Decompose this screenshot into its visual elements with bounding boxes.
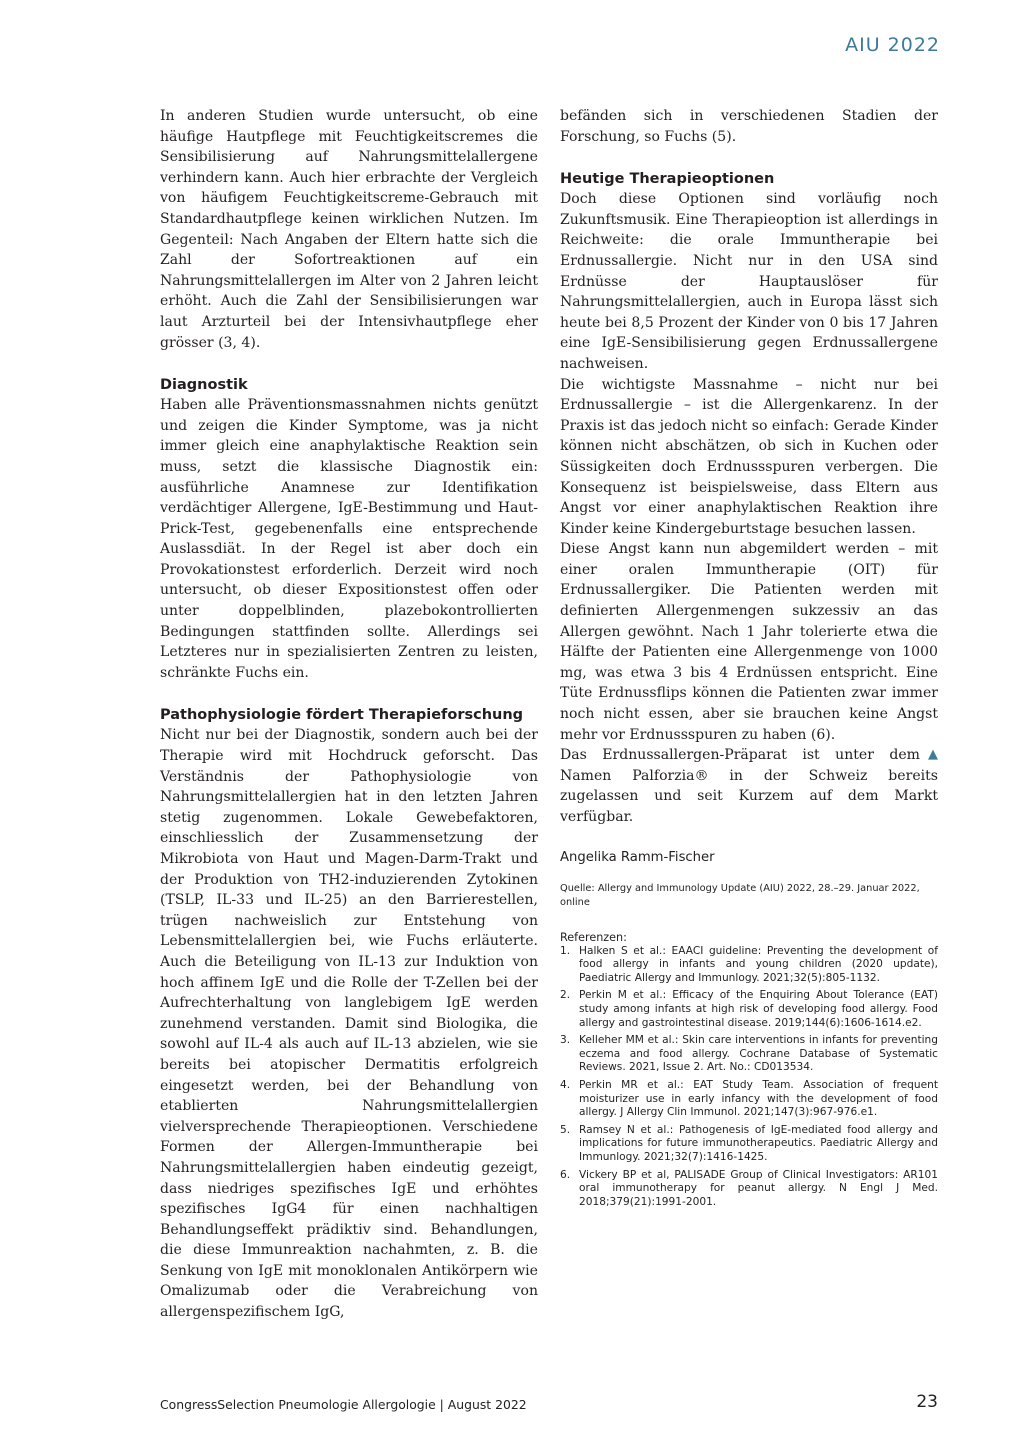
reference-text: Perkin MR et al.: EAT Study Team. Association of frequent moisturizer use in early infancy with the development of food allergy. J Allergy Clin Immunol. 2021;147(3):967-976.e1. [579, 1078, 938, 1119]
reference-number: 6. [560, 1168, 571, 1181]
journal-tag: AIU 2022 [845, 34, 940, 56]
footer-publication: CongressSelection Pneumologie Allergologie | August 2022 [160, 1397, 527, 1412]
right-column [560, 106, 938, 1213]
reference-text: Kelleher MM et al.: Skin care interventions in infants for preventing eczema and food allergy. Cochrane Database of Systematic Reviews. 2021, Issue 2. Art. No.: CD013534. [579, 1034, 938, 1074]
reference-number: 4. [560, 1078, 571, 1091]
left-column [160, 106, 538, 1323]
heading-diagnostik: Diagnostik [160, 377, 248, 394]
paragraph-therapie-4 [560, 745, 938, 827]
paragraph-pathophysiologie: Nicht nur bei der Diagnostik, sondern auch bei der Therapie wird mit Hochdruck geforscht. Das Verständnis der Pathophysiologie von Nahrungsmittelallergien hat in den letzten Jahren stetig zugenommen. Lokale Gewebefaktoren, einschliesslich der Zusammensetzung der Mikrobiota von Haut und Magen-Darm-Trakt und der Produktion von TH2-induzierenden Zytokinen (TSLP, IL-33 und IL-25) an den Barrierestellen, trügen nachweislich zur Entstehung von Lebensmittelallergien bei, wie Fuchs erläuterte. Auch die Beteiligung von IL-13 zur Induktion von hoch affinem IgE und die Rolle der T-Zellen bei der Aufrechterhaltung von langlebigem IgE werden zunehmend verstanden. Damit sind Biologika, die sowohl auf IL-4 als auch auf IL-13 abzielen, wie sie bereits bei atopischer Dermatitis erfolgreich eingesetzt werden, bei der Behandlung von etablierten Nahrungsmittelallergien vielversprechende Therapieoptionen. Verschiedene Formen der Allergen-Immuntherapie bei Nahrungsmittelallergien haben eindeutig gezeigt, dass niedriges spezifisches IgE und erhöhtes spezifisches IgG4 für einen nachhaltigen Behandlungseffekt prädiktiv sind. Behandlungen, die diese Immunreaktion nachahmten, z. B. die Senkung von IgE mit monoklonalen Antikörpern wie Omalizumab oder die Verabreichung von allergenspezifischem IgG, [160, 727, 538, 1321]
reference-text: Halken S et al.: EAACI guideline: Preventing the development of food allergy in infants and young children (2020 update), Paediatric Allergy and Immunlogy. 2021;32(5):805-1132. [579, 944, 938, 984]
heading-therapieoptionen: Heutige Therapieoptionen [560, 171, 775, 188]
page-number: 23 [916, 1392, 938, 1412]
paragraph-intro: In anderen Studien wurde untersucht, ob eine häufige Hautpflege mit Feuchtigkeitscremes die Sensibilisierung auf Nahrungsmittelallergene verhindern kann. Auch hier erbrachte der Vergleich von häufigem Feuchtigkeitscreme-Gebrauch mit Standardhautpflege keinen wirklichen Nutzen. Im Gegenteil: Nach Angaben der Eltern hatte sich die Zahl der Sofortreaktionen auf ein Nahrungsmittelallergen im Alter von 2 Jahren leicht erhöht. Auch die Zahl der Sensibilisierungen war laut Arzturteil bei der Intensivhautpflege eher grösser (3, 4). [160, 108, 538, 351]
reference-item [560, 1169, 938, 1210]
reference-text: Vickery BP et al, PALISADE Group of Clinical Investigators: AR101 oral immunotherapy for peanut allergy. N Engl J Med. 2018;379(21):1991-2001. [579, 1168, 938, 1208]
reference-item [560, 945, 938, 986]
reference-item [560, 989, 938, 1030]
reference-number: 3. [560, 1034, 571, 1047]
reference-number: 1. [560, 944, 571, 957]
reference-item [560, 1124, 938, 1165]
reference-item [560, 1079, 938, 1120]
author-name: Angelika Ramm-Fischer [560, 849, 715, 865]
source-line: Quelle: Allergy and Immunology Update (AIU) 2022, 28.–29. Januar 2022, online [560, 882, 920, 908]
references-list [560, 945, 938, 1210]
paragraph-continuation: befänden sich in verschiedenen Stadien der Forschung, so Fuchs (5). [560, 108, 938, 145]
paragraph-therapie-4-text: Das Erdnussallergen-Präparat ist unter dem Namen Palforzia® in der Schweiz bereits zugelassen und seit Kurzem auf dem Markt verfügbar. [560, 747, 938, 825]
paragraph-therapie-2: Die wichtigste Massnahme – nicht nur bei Erdnussallergie – ist die Allergenkarenz. In der Praxis ist das jedoch nicht so einfach: Gerade Kinder können nicht abschätzen, ob sich in Kuchen oder Süssigkeiten doch Erdnussspuren verbergen. Die Konsequenz ist beispielsweise, dass Eltern aus Angst vor einer anaphylaktischen Reaktion ihre Kinder keine Kindergeburtstage besuchen lassen. [560, 376, 938, 537]
reference-number: 2. [560, 989, 571, 1002]
paragraph-diagnostik: Haben alle Präventionsmassnahmen nichts genützt und zeigen die Kinder Symptome, was ja nicht immer gleich eine anaphylaktische Reaktion sein muss, setzt die klassische Diagnostik ein: ausführliche Anamnese zur Identifikation verdächtiger Allergene, IgE-Bestimmung und Haut-Prick-Test, gegebenenfalls eine entsprechende Auslassdiät. In der Regel ist aber doch ein Provokationstest erforderlich. Derzeit wird noch untersucht, ob dieser Expositionstest offen oder unter doppelblinden, plazebokontrollierten Bedingungen stattfinden sollte. Allerdings sei Letzteres nur in spezialisierten Zentren zu leisten, schränkte Fuchs ein. [160, 397, 538, 681]
heading-pathophysiologie: Pathophysiologie fördert Therapieforschung [160, 707, 524, 724]
reference-number: 5. [560, 1123, 571, 1136]
reference-item [560, 1034, 938, 1075]
paragraph-therapie-3: Diese Angst kann nun abgemildert werden – mit einer oralen Immuntherapie (OIT) für Erdnussallergiker. Die Patienten werden mit definierten Allergenmengen sukzessiv an das Allergen gewöhnt. Nach 1 Jahr tolerierte etwa die Hälfte der Patienten eine Allergenmenge von 1000 mg, was etwa 3 bis 4 Erdnüssen entspricht. Eine Tüte Erdnussflips können die Patienten zwar immer noch nicht essen, aber sie brauchen keine Angst mehr vor Erdnussspuren zu haben (6). [560, 541, 938, 743]
reference-text: Perkin M et al.: Efficacy of the Enquiring About Tolerance (EAT) study among infants at high risk of developing food allergy. Food allergy and gastrointestinal disease. 2019;144(6):1606-1614.e2. [579, 989, 938, 1029]
article-end-icon: ▲ [928, 747, 938, 763]
references-title: Referenzen: [560, 930, 627, 944]
paragraph-therapie-1: Doch diese Optionen sind vorläufig noch Zukunftsmusik. Eine Therapieoption ist allerdings in Reichweite: die orale Immuntherapie bei Erdnussallergie. Nicht nur in den USA sind Erdnüsse der Hauptauslöser für Nahrungsmittelallergien, auch in Europa lässt sich heute bei 8,5 Prozent der Kinder von 0 bis 17 Jahren eine IgE-Sensibilisierung gegen Erdnussallergene nachweisen. [560, 191, 938, 372]
reference-text: Ramsey N et al.: Pathogenesis of IgE-mediated food allergy and implications for future immunotherapeutics. Paediatric Allergy and Immunlogy. 2021;32(7):1416-1425. [579, 1123, 938, 1163]
